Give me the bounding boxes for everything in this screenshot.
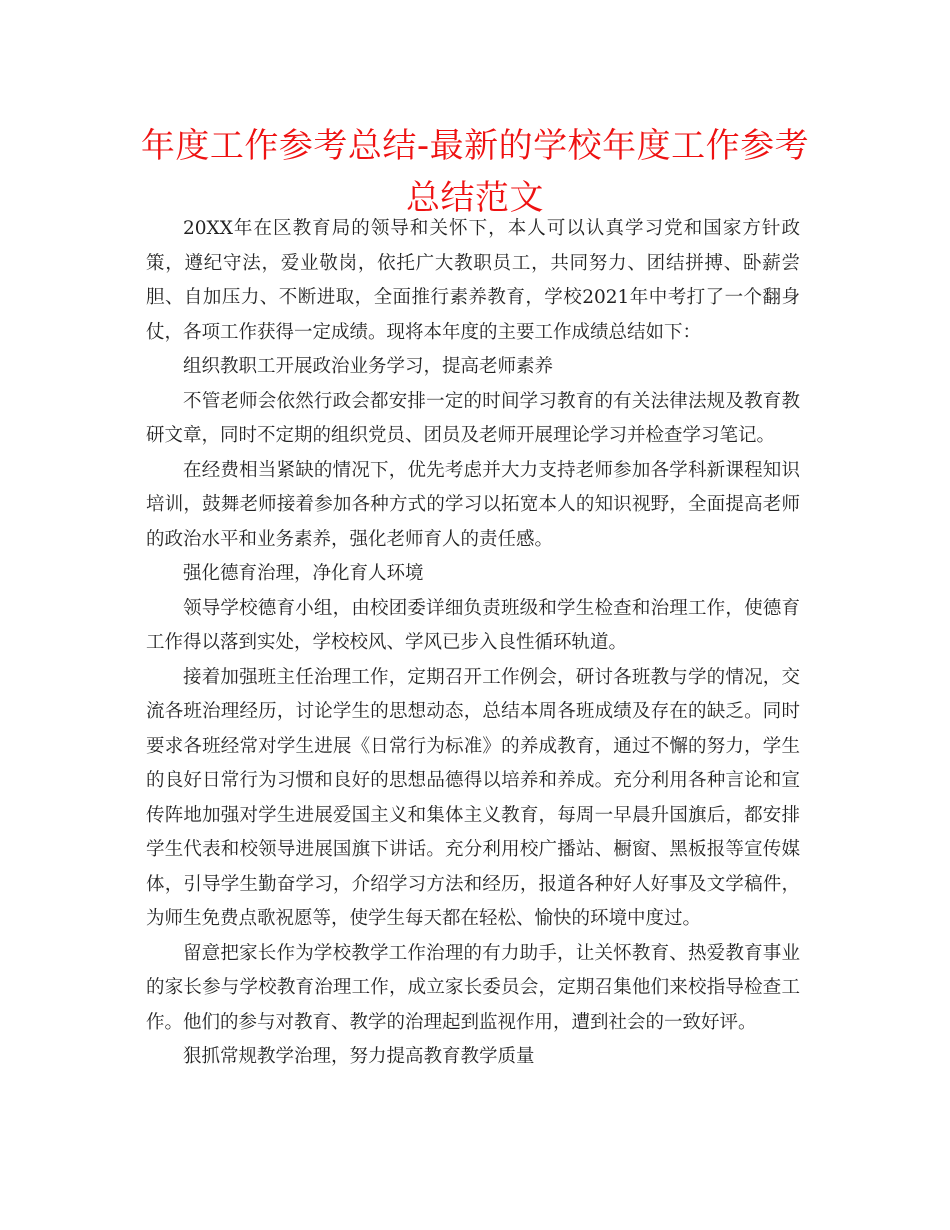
paragraph-study-meetings: 不管老师会依然行政会都安排一定的时间学习教育的有关法律法规及教育教研文章，同时不定期的组织党员、团员及老师开展理论学习并检查学习笔记。 <box>146 390 800 446</box>
section-heading-teaching-quality: 狠抓常规教学治理，努力提高教育教学质量 <box>183 1046 535 1067</box>
paragraph-class-management: 接着加强班主任治理工作，定期召开工作例会，研讨各班教与学的情况，交流各班治理经历，讨论学生的思想动态，总结本周各班成绩及存在的缺乏。同时要求各班经常对学生进展《日常行为标准》的养成教育，通过不懈的努力，学生的良好日常行为习惯和良好的思想品德得以培养和养成。充分利用各种言论和宣传阵地加强对学生进展爱国主义和集体主义教育，每周一早晨升国旗后，都安排学生代表和校领导进展国旗下讲话。充分利用校广播站、橱窗、黑板报等宣传媒体，引导学生勤奋学习，介绍学习方法和经历，报道各种好人好事及文学稿件，为师生免费点歌祝愿等，使学生每天都在轻松、愉快的环境中度过。 <box>146 666 800 929</box>
paragraph-parents: 留意把家长作为学校教学工作治理的有力助手，让关怀教育、热爱教育事业的家长参与学校教育治理工作，成立家长委员会，定期召集他们来校指导检查工作。他们的参与对教育、教学的治理起到监视作用，遭到社会的一致好评。 <box>146 942 800 1033</box>
section-heading-study: 组织教职工开展政治业务学习，提高老师素养 <box>183 356 554 377</box>
paragraph-moral-group: 领导学校德育小组，由校团委详细负责班级和学生检查和治理工作，使德育工作得以落到实处，学校校风、学风已步入良性循环轨道。 <box>146 597 800 653</box>
section-heading-moral-education: 强化德育治理，净化育人环境 <box>183 563 424 584</box>
document-title: 年度工作参考总结-最新的学校年度工作参考总结范文 <box>140 126 810 218</box>
document-body <box>146 212 800 1075</box>
paragraph-training: 在经费相当紧缺的情况下，优先考虑并大力支持老师参加各学科新课程知识培训，鼓舞老师接着参加各种方式的学习以拓宽本人的知识视野，全面提高老师的政治水平和业务素养，强化老师育人的责任感。 <box>146 459 800 550</box>
paragraph-intro: 20XX年在区教育局的领导和关怀下，本人可以认真学习党和国家方针政策，遵纪守法，爱业敬岗，依托广大教职员工，共同努力、团结拼搏、卧薪尝胆、自加压力、不断进取，全面推行素养教育，学校2021年中考打了一个翻身仗，各项工作获得一定成绩。现将本年度的主要工作成绩总结如下： <box>146 218 800 343</box>
